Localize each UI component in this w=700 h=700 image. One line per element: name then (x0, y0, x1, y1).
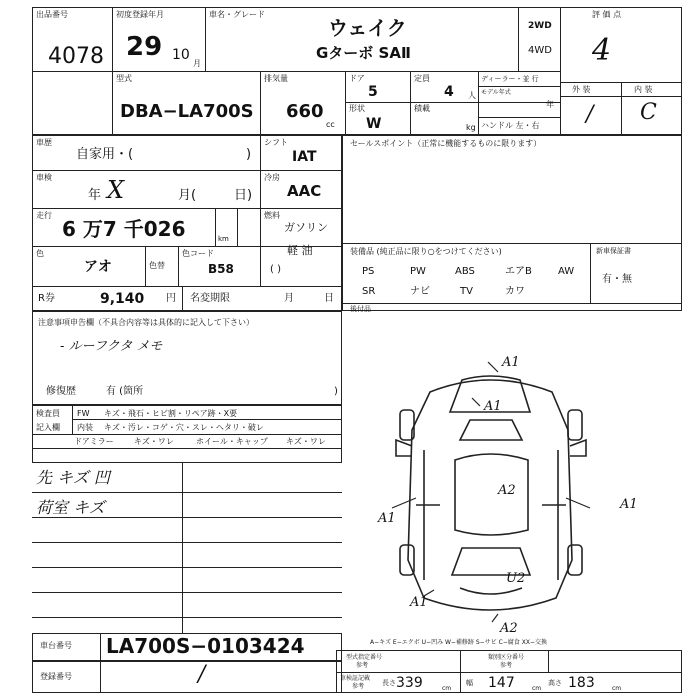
capacity-value: 4 (444, 84, 454, 100)
first-reg-month-unit: 月 (193, 59, 201, 68)
load-unit: kg (466, 123, 476, 132)
equip-abs: ABS (455, 266, 475, 277)
vehicle-cert-label: 車検証記載 (340, 675, 371, 682)
repair-value: 有 (箇所 (106, 386, 144, 397)
load-label: 積載 (414, 104, 430, 113)
shape-value: W (366, 116, 382, 132)
checker-label-2: 記入欄 (36, 423, 60, 432)
deadline-day: 日 (324, 293, 334, 304)
width-label: 幅 (466, 679, 473, 687)
inspection-label: 車検 (36, 173, 52, 182)
checker-mirror-body: キズ・ワレ (134, 437, 174, 446)
inspection-day: 日) (234, 188, 253, 203)
checker-mirror-head: ドアミラー (74, 437, 114, 446)
interior-label: 内 装 (634, 85, 653, 94)
inspection-year: 年 (88, 188, 102, 203)
height-unit: cm (612, 685, 622, 692)
shift-value: IAT (292, 149, 317, 165)
width-value: 147 (488, 675, 515, 691)
equipment-label: 装備品 (純正品に限り○をつけてください) (350, 247, 502, 256)
score-value: 4 (592, 33, 612, 68)
fuel-paren: ( ) (270, 264, 281, 275)
notes-value: - ルーフクタ メモ (60, 339, 163, 354)
deadline-month: 月 (284, 293, 294, 304)
diagram-mark-rear-left: A1 (410, 595, 428, 610)
sales-point-label: セールスポイント（正常に機能するものに限ります） (350, 139, 542, 148)
length-value: 339 (396, 675, 423, 691)
car-label: 車名・グレード (209, 10, 265, 19)
registration-label: 登録番号 (40, 672, 72, 681)
doors-label: ドア (349, 74, 365, 83)
diagram-mark-right: A1 (620, 497, 638, 512)
mileage-unit: km (218, 235, 229, 243)
length-label: 長さ (382, 679, 396, 687)
fuel-diesel: 軽 油 (287, 244, 313, 257)
model-year-label: モデル年式 (481, 89, 511, 96)
diagram-mark-hood: A1 (484, 399, 502, 414)
chassis-label: 車台番号 (40, 641, 72, 650)
registration-row (32, 661, 342, 693)
capacity-unit: 人 (468, 91, 476, 100)
equip-pw: PW (410, 266, 426, 277)
drive-2wd: 2WD (528, 21, 552, 31)
new-warranty-label: 新車保証書 (596, 247, 631, 255)
height-label: 高さ (548, 679, 562, 687)
cooler-value: AAC (287, 182, 322, 200)
diagram-mark-back: A2 (500, 621, 518, 636)
model-year-unit: 年 (546, 100, 554, 109)
after-label: 後付品 (350, 305, 371, 313)
checker-wheel-head: ホイール・キャップ (196, 437, 268, 446)
handwritten-line-2: 荷室 キズ (36, 498, 105, 517)
checker-interior-head: 内装 (77, 423, 93, 432)
repair-close: ) (334, 386, 338, 397)
color-change-label: 色替 (149, 261, 165, 270)
width-unit: cm (532, 685, 542, 692)
color-label: 色 (36, 249, 44, 258)
chassis-number: LA700S−0103424 (106, 634, 305, 658)
exterior-label: 外 装 (572, 85, 591, 94)
doors-value: 5 (368, 84, 378, 100)
cooler-label: 冷房 (264, 173, 280, 182)
equip-ps: PS (362, 266, 375, 277)
diagram-mark-rear: U2 (506, 571, 526, 586)
inspection-mark: X (107, 176, 125, 204)
equip-sr: SR (362, 286, 376, 297)
color-value: アオ (84, 259, 112, 275)
height-value: 183 (568, 675, 595, 691)
checker-label-1: 検査員 (36, 409, 60, 418)
vehicle-cert-ref: 参考 (352, 683, 365, 690)
length-unit: cm (442, 685, 452, 692)
displacement-label: 排気量 (264, 74, 288, 83)
first-reg-month: 10 (172, 47, 190, 63)
spec-number-ref: 参考 (356, 662, 369, 669)
equip-aw: AW (558, 266, 575, 277)
displacement-unit: cc (326, 120, 335, 129)
displacement-value: 660 (286, 101, 324, 122)
diagram-mark-left: A1 (378, 511, 396, 526)
damage-legend: A−キズ E−エクボ U−凹み W−補修跡 S−サビ C−腐食 XX−交換 (370, 639, 547, 646)
checker-interior-body: キズ・汚レ・コゲ・穴・スレ・ヘタリ・破レ (104, 423, 264, 432)
handwritten-line-1: 先 キズ 凹 (36, 468, 110, 487)
diagram-mark-roof: A2 (498, 483, 516, 498)
recycle-unit: 円 (166, 293, 176, 304)
drive-4wd: 4WD (528, 45, 552, 56)
car-grade: Gターボ SAⅡ (316, 44, 411, 62)
notes-label: 注意事項申告欄（不具合内容等は具体的に記入して下さい） (38, 318, 254, 327)
registration-value: / (198, 662, 206, 687)
lot-label: 出品番号 (36, 10, 68, 19)
recycle-value: 9,140 (100, 291, 145, 307)
recycle-label: R券 (38, 293, 55, 304)
car-name: ウェイク (328, 16, 407, 40)
equip-navi: ナビ (410, 286, 430, 297)
exterior-value: / (586, 102, 594, 127)
first-reg-label: 初度登録年月 (116, 10, 164, 19)
history-close: ) (246, 147, 252, 162)
score-label: 評 価 点 (592, 10, 622, 19)
handle-label: ハンドル 左・右 (481, 121, 540, 130)
category-number-label: 類別区分番号 (488, 654, 525, 661)
fuel-gas: ガソリン (284, 221, 328, 234)
mileage-label: 走行 (36, 211, 52, 220)
shift-label: シフト (264, 138, 288, 147)
color-code: B58 (208, 262, 234, 276)
history-value: 自家用・( (76, 147, 134, 162)
checker-wheel-body: キズ・ワレ (286, 437, 326, 446)
inspection-month: 月( (178, 188, 197, 203)
model-label: 型式 (116, 74, 132, 83)
fuel-label: 燃料 (264, 211, 280, 220)
checker-fw-head: FW (77, 409, 90, 418)
capacity-label: 定員 (414, 74, 430, 83)
new-warranty-value: 有・無 (602, 274, 632, 285)
spec-number-label: 型式指定番号 (346, 654, 383, 661)
model-value: DBA−LA700S (120, 101, 254, 122)
repair-label: 修復歴 (46, 386, 76, 397)
lot-number: 4078 (48, 44, 104, 69)
diagram-mark-front: A1 (502, 355, 520, 370)
first-reg-year: 29 (126, 32, 163, 62)
shape-label: 形状 (349, 104, 365, 113)
history-label: 車歴 (36, 138, 52, 147)
mileage-value: 6 万7 千026 (62, 217, 186, 241)
color-code-label: 色コード (182, 249, 214, 258)
dealer-label: ディーラー・並 行 (481, 75, 539, 83)
checker-fw-body: キズ・飛石・ヒビ割・リペア跡・X要 (104, 409, 238, 418)
equip-tv: TV (460, 286, 473, 297)
interior-value: C (640, 100, 657, 125)
equip-leather: カワ (505, 286, 525, 297)
equip-airbag: エアB (505, 266, 532, 277)
category-number-ref: 参考 (500, 662, 513, 669)
deadline-label: 名変期限 (190, 293, 230, 304)
